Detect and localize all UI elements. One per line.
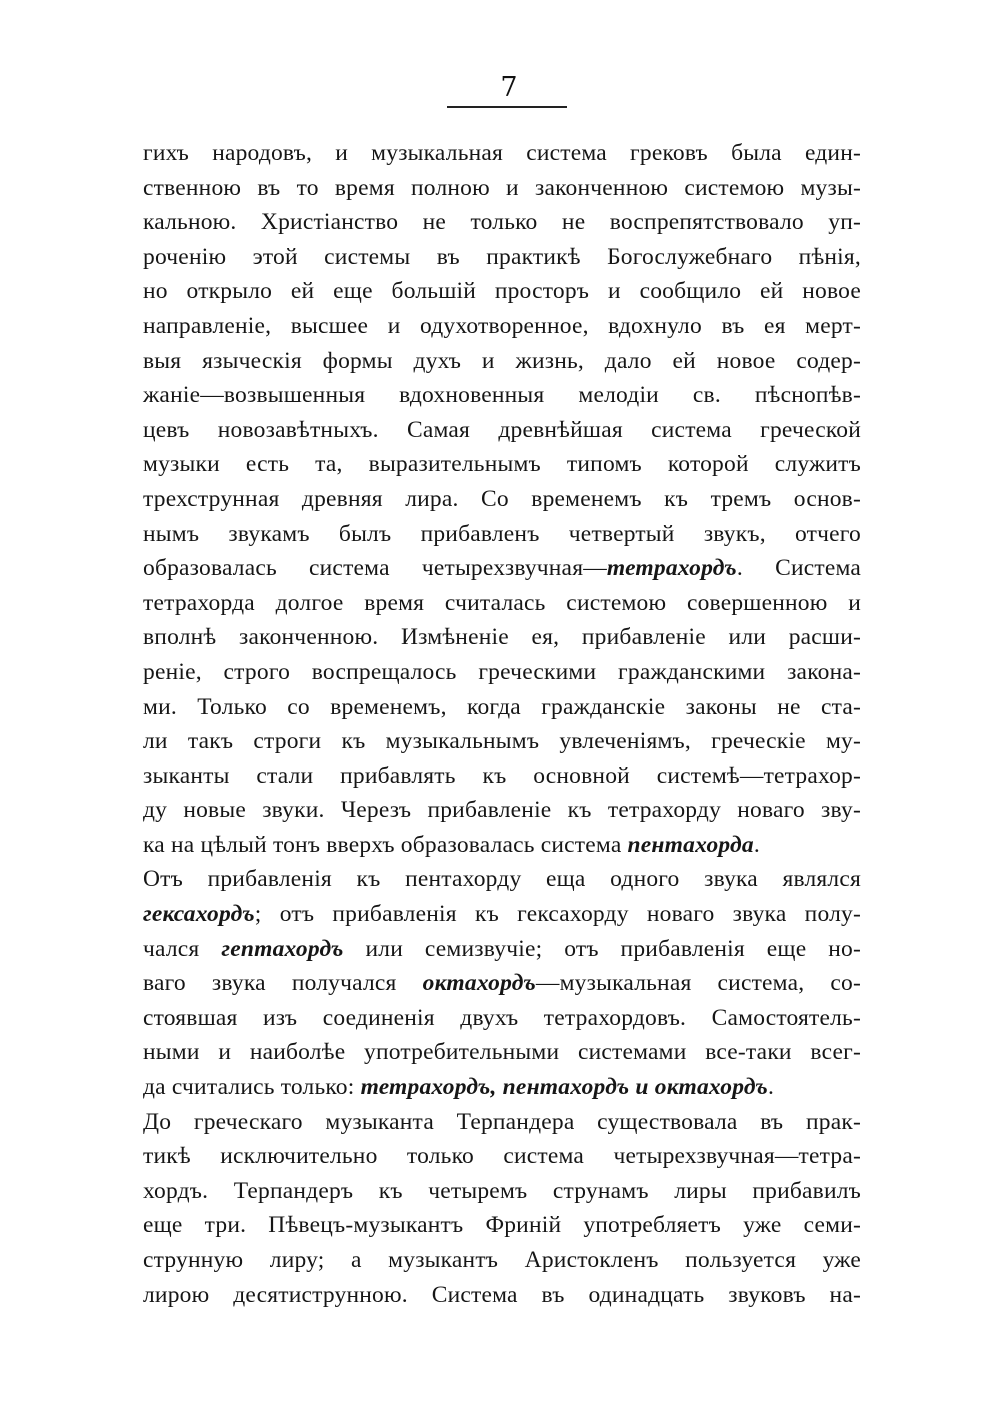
text-line [143,1070,861,1105]
text-segment: ; отъ прибавленія къ гексахорду новаго звука полу- [254,901,861,928]
text-line [143,136,861,171]
text-segment: цевъ новозавѣтныхъ. Самая древнѣйшая система греческой [143,416,861,443]
text-segment: жаніе—возвышенныя вдохновенныя мелодіи св. пѣснопѣв- [143,382,861,409]
page-number-rule [447,106,567,108]
text-line [143,1243,861,1278]
text-line [143,932,861,967]
italic-term: гексахордъ [143,901,255,928]
text-line [143,1001,861,1036]
text-segment: кальною. Христіанство не только не воспрепятствовало уп- [143,209,861,236]
italic-term: тетрахордъ, пентахордъ и октахордъ [360,1074,769,1101]
text-segment: ственною въ то время полною и законченною системою музы- [143,174,861,201]
text-segment: направленіе, высшее и одухотворенное, вдохнуло въ ея мерт- [143,312,861,339]
text-segment: струнную лиру; а музыкантъ Аристокленъ пользуется уже [143,1247,861,1273]
text-segment: но открыло ей еще большій просторъ и сообщило ей новое [143,278,861,305]
text-segment: ду новые звуки. Черезъ прибавленіе къ тетрахорду новаго зву- [143,797,861,824]
text-line [143,205,861,240]
text-segment: хордъ. Терпандеръ къ четыремъ струнамъ лиры прибавилъ [143,1177,861,1204]
text-segment: выя языческія формы духъ и жизнь, дало ей новое содер- [143,347,861,374]
text-segment: чался [143,935,222,962]
text-line [143,551,861,586]
body-text [143,136,861,1312]
text-segment: музыки есть та, выразительнымъ типомъ которой служитъ [143,451,861,478]
text-line [143,793,861,828]
text-segment: да считались только: [143,1074,361,1101]
text-line [143,897,861,932]
text-segment: гихъ народовъ, и музыкальная система грековъ была един- [143,140,861,166]
text-line [143,1278,861,1313]
text-line [143,690,861,725]
text-line [143,1105,861,1140]
text-line [143,1035,861,1070]
text-segment: роченію этой системы въ практикѣ Богослужебнаго пѣнія, [143,243,861,270]
text-segment: тетрахорда долгое время считалась системою совершенною и [143,589,861,616]
text-segment: ли такъ строги къ музыкальнымъ увлеченіямъ, греческіе му- [143,728,861,755]
text-segment: . Система [736,555,861,582]
text-line [143,724,861,759]
text-segment: . [768,1074,775,1101]
text-line [143,655,861,690]
text-line [143,447,861,482]
text-segment: Отъ прибавленія къ пентахорду еща одного звука являлся [143,866,861,893]
text-segment: ваго звука получался [143,970,423,997]
text-segment: стоявшая изъ соединенія двухъ тетрахордовъ. Самостоятель- [143,1004,861,1031]
text-segment: До греческаго музыканта Терпандера существовала въ прак- [143,1108,861,1135]
text-line [143,171,861,206]
text-segment: зыканты стали прибавлять къ основной системѣ—тетрахор- [143,762,861,789]
text-segment: образовалась система четырехзвучная— [143,555,607,582]
text-line [143,344,861,379]
text-segment: реніе, строго воспрещалось греческими гражданскими закона- [143,658,861,685]
text-line [143,482,861,517]
text-line [143,1208,861,1243]
text-line [143,378,861,413]
text-segment: лирою десятиструнною. Система въ одинадцать звуковъ на- [143,1281,861,1308]
text-segment: трехструнная древняя лира. Со временемъ къ тремъ основ- [143,485,861,512]
text-line [143,1139,861,1174]
text-line [143,620,861,655]
italic-term: пентахорда [627,831,754,858]
text-segment: тикѣ исключительно только система четырехзвучная—тетра- [143,1143,861,1170]
text-segment: ми. Только со временемъ, когда гражданскіе законы не ста- [143,693,861,720]
text-segment: ными и наиболѣе употребительными системами все-таки всег- [143,1039,861,1066]
text-line [143,240,861,275]
text-line [143,586,861,621]
text-segment: вполнѣ законченною. Измѣненіе ея, прибавленіе или расши- [143,624,861,651]
italic-term: гептахордъ [221,935,344,962]
text-line [143,759,861,794]
text-line [143,966,861,1001]
text-line [143,828,861,863]
text-line [143,274,861,309]
text-segment: ка на цѣлый тонъ вверхъ образовалась система [143,831,628,858]
text-line [143,413,861,448]
text-segment: еще три. Пѣвецъ-музыкантъ Фриній употребляетъ уже семи- [143,1212,861,1239]
italic-term: октахордъ [422,970,536,997]
text-line [143,309,861,344]
text-segment: —музыкальная система, со- [535,970,861,997]
text-line [143,862,861,897]
text-segment: нымъ звукамъ былъ прибавленъ четвертый звукъ, отчего [143,520,861,547]
text-segment: . [753,831,760,858]
text-line [143,517,861,552]
text-segment: или семизвучіе; отъ прибавленія еще но- [343,935,862,962]
text-line [143,1174,861,1209]
italic-term: тетрахордъ [606,555,737,582]
page-number: 7 [500,72,518,103]
